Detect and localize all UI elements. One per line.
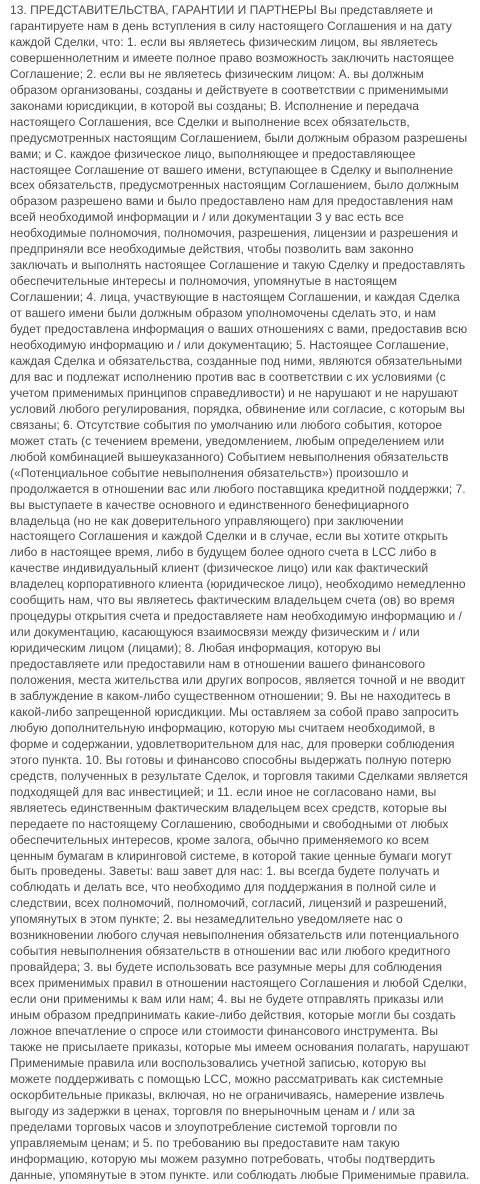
paragraph-representations-warranties: [10, 3, 470, 1184]
section-body: Вы представляете и гарантируете нам в день вступления в силу настоящего Соглашения и на дату каждой Сделки, что: 1. если вы являетесь физическим лицом, вы являетесь совершеннолетним и имеете полное право возможность заключить настоящее Соглашение; 2. если вы не являетесь физическим лицом: A. вы должным образом организованы, созданы и действуете в соответствии с применимыми законами юрисдикции, в которой вы созданы; B. Исполнение и передача настоящего Соглашения, все Сделки и выполнение всех обязательств, предусмотренных настоящим Соглашением, были должным образом разрешены вами; и C. каждое физическое лицо, выполняющее и предоставляющее настоящее Соглашение от вашего имени, вступающее в Сделку и выполнение всех обязательств, предусмотренных настоящим Соглашением, было должным образом разрешено вами и было предоставлено нам для предоставления нам всей необходимой информации и / или документации 3 у вас есть все необходимые полномочия, полномочия, разрешения, лицензии и разрешения и предприняли все необходимые действия, чтобы позволить вам законно заключать и выполнять настоящее Соглашение и такую Сделку и предоставлять обеспечительные интересы и полномочия, упомянутые в настоящем Соглашении; 4. лица, участвующие в настоящем Соглашении, и каждая Сделка от вашего имени были должным образом уполномочены сделать это, и нам будет предоставлена информация о ваших отношениях с вами, предоставив всю необходимую информацию и / или документацию; 5. Настоящее Соглашение, каждая Сделка и обязательства, созданные под ними, являются обязательными для вас и подлежат исполнению против вас в соответствии с их условиями (с учетом применимых принципов справедливости) и не нарушают и не нарушают условий любого регулирования, порядка, обвинение или согласие, с которым вы связаны; 6. Отсутствие события по умолчанию или любого события, которое может стать (с течением времени, уведомлением, любым определением или любой комбинацией вышеуказанного) Событием невыполнения обязательств («Потенциальное событие невыполнения обязательств») произошло и продолжается в отношении вас или любого поставщика кредитной поддержки; 7. вы выступаете в качестве основного и единственного бенефициарного владельца (но не как доверительного управляющего) при заключении настоящего Соглашения и каждой Сделки и в случае, если вы хотите открыть либо в настоящее время, либо в будущем более одного счета в LCC либо в качестве индивидуальный клиент (физическое лицо) или как фактический владелец корпоративного клиента (юридическое лицо), необходимо немедленно сообщить нам, что вы являетесь фактическим владельцем счета (ов) во время процедуры открытия счета и предоставляете нам необходимую информацию и / или документацию, касающуюся взаимосвязи между физическим и / или юридическим лицом (лицами); 8. Любая информация, которую вы предоставляете или предоставили нам в отношении вашего финансового положения, места жительства или других вопросов, является точной и не вводит в заблуждение в каком-либо существенном отношении; 9. Вы не находитесь в какой-либо запрещенной юрисдикции. Мы оставляем за собой право запросить любую дополнительную информацию, которую мы считаем необходимой, в форме и содержании, удовлетворительном для нас, для проверки соблюдения этого пункта. 10. Вы готовы и финансово способны выдержать полную потерю средств, полученных в результате Сделок, и торговля такими Сделками является подходящей для вас инвестицией; и 11. если иное не согласовано нами, вы являетесь единственным фактическим владельцем всех средств, которые вы передаете по настоящему Соглашению, свободными и свободными от любых обеспечительных интересов, кроме залога, обычно применяемого ко всем ценным бумагам в клиринговой системе, в которой такие ценные бумаги могут быть проведены. Заветы: ваш завет для нас: 1. вы всегда будете получать и соблюдать и делать все, что необходимо для поддержания в полной силе и следствии, всех полномочий, полномочий, согласий, лицензий и разрешений, упомянутых в этом пункте; 2. вы незамедлительно уведомляете нас о возникновении любого случая невыполнения обязательств или потенциального события невыполнения обязательств в отношении вас или любого кредитного провайдера; 3. вы будете использовать все разумные меры для соблюдения всех применимых правил в отношении настоящего Соглашения и любой Сделки, если они применимы к вам или нам; 4. вы не будете отправлять приказы или иным образом предпринимать какие-либо действия, которые могли бы создать ложное впечатление о спросе или стоимости финансового инструмента. Вы также не присылаете приказы, которые мы имеем основания полагать, нарушают Применимые правила или воспользовались учетной записью, которую вы можете поддерживать с помощью LCC, можно рассматривать как системные оскорбительные приказы, включая, но не ограничиваясь, намерение извлечь выгоду из задержки в ценах, торговля по внерыночным ценам и / или за пределами торговых часов и злоупотребление системой торговли по управляемым ценам; и 5. по требованию вы предоставите нам такую информацию, которую мы можем разумно потребовать, чтобы подтвердить данные, упомянутые в этом пункте. или соблюдать любые Применимые правила.: [10, 3, 470, 1182]
section-title: 13. ПРЕДСТАВИТЕЛЬСТВА, ГАРАНТИИ И ПАРТНЕРЫ: [10, 3, 317, 17]
